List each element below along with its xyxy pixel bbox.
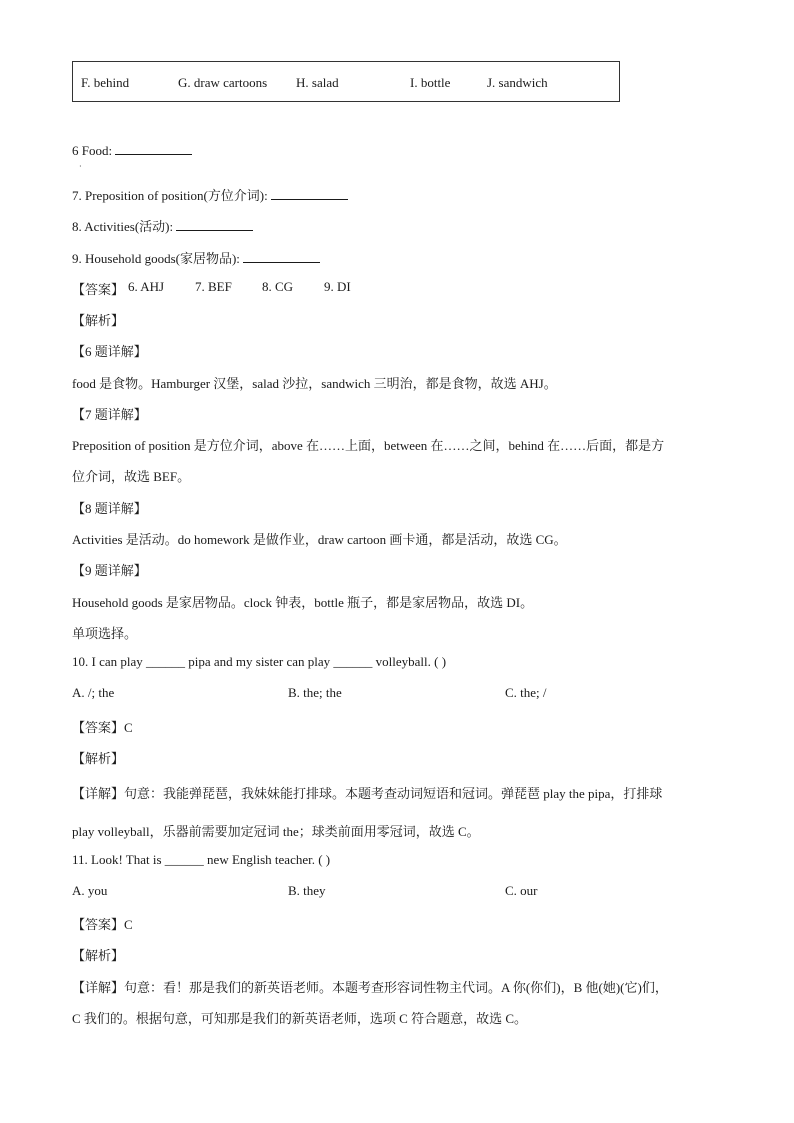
question-10-answer-value: C	[124, 720, 133, 735]
question-8	[72, 216, 253, 235]
question-9-text: 9. Household goods(家居物品):	[72, 251, 244, 266]
detail-9-title: 【9 题详解】	[72, 563, 147, 578]
analysis-label: 【解析】	[72, 313, 125, 328]
question-7	[72, 185, 348, 204]
question-11-answer	[72, 914, 133, 933]
question-11-analysis-label: 【解析】	[72, 948, 125, 963]
question-10-option-a: A. /; the	[72, 685, 115, 700]
word-bank-item-i: I. bottle	[410, 75, 451, 90]
detail-7-text-line2: 位介词，故选 BEF。	[72, 469, 191, 484]
word-bank-item-f: F. behind	[81, 75, 130, 90]
section-title: 单项选择。	[72, 626, 138, 641]
answer-blank-7	[271, 188, 348, 200]
question-10-analysis-label: 【解析】	[72, 751, 125, 766]
question-10-detail-line1: 【详解】句意：我能弹琵琶，我妹妹能打排球。本题考查动词短语和冠词。弹琵琶 play the pipa，打排球	[72, 786, 663, 801]
answer-blank-8	[176, 219, 253, 231]
question-10-answer-label: 【答案】	[72, 720, 125, 735]
question-10-detail-line2: play volleyball，乐器前需要加定冠词 the；球类前面用零冠词，故选 C。	[72, 824, 480, 839]
word-bank-item-j: J. sandwich	[487, 75, 548, 90]
detail-8-title: 【8 题详解】	[72, 501, 147, 516]
question-10-answer	[72, 717, 133, 736]
answer-9: 9. DI	[324, 279, 351, 294]
answer-label: 【答案】	[72, 282, 125, 297]
question-6-text: 6 Food:	[72, 143, 116, 158]
word-bank-box	[72, 61, 620, 102]
question-11-answer-value: C	[124, 917, 133, 932]
question-11-option-b: B. they	[288, 883, 326, 898]
answer-blank-9	[243, 251, 320, 263]
detail-7-text-line1: Preposition of position 是方位介词，above 在……上面，between 在……之间，behind 在……后面，都是方	[72, 438, 665, 453]
detail-6-text: food 是食物。Hamburger 汉堡，salad 沙拉，sandwich 三明治，都是食物，故选 AHJ。	[72, 376, 557, 391]
answer-6: 6. AHJ	[128, 279, 165, 294]
question-11-detail-line1: 【详解】句意：看！那是我们的新英语老师。本题考查形容词性物主代词。A 你(你们)，B 他(她)(它)们，	[72, 980, 668, 995]
answer-8: 8. CG	[262, 279, 294, 294]
word-bank-item-h: H. salad	[296, 75, 339, 90]
question-8-text: 8. Activities(活动):	[72, 219, 177, 234]
word-bank-item-g: G. draw cartoons	[178, 75, 268, 90]
question-11-stem: 11. Look! That is ______ new English teacher. ( )	[72, 852, 331, 867]
question-10-option-c: C. the; /	[505, 685, 547, 700]
answer-blank-6	[115, 143, 192, 155]
detail-8-text: Activities 是活动。do homework 是做作业，draw cartoon 画卡通，都是活动，故选 CG。	[72, 532, 567, 547]
question-11-option-a: A. you	[72, 883, 108, 898]
answers-6-9	[72, 279, 124, 298]
question-7-text: 7. Preposition of position(方位介词):	[72, 188, 271, 203]
question-11-answer-label: 【答案】	[72, 917, 125, 932]
question-9	[72, 248, 320, 267]
question-11-detail-line2: C 我们的。根据句意，可知那是我们的新英语老师，选项 C 符合题意，故选 C。	[72, 1011, 528, 1026]
detail-6-title: 【6 题详解】	[72, 344, 147, 359]
question-10-option-b: B. the; the	[288, 685, 342, 700]
detail-7-title: 【7 题详解】	[72, 407, 147, 422]
stray-mark: ·	[79, 162, 82, 171]
question-6	[72, 143, 192, 159]
detail-9-text: Household goods 是家居物品。clock 钟表，bottle 瓶子，都是家居物品，故选 DI。	[72, 595, 534, 610]
answer-7: 7. BEF	[195, 279, 232, 294]
question-10-stem: 10. I can play ______ pipa and my sister can play ______ volleyball. ( )	[72, 654, 447, 669]
question-11-option-c: C. our	[505, 883, 538, 898]
